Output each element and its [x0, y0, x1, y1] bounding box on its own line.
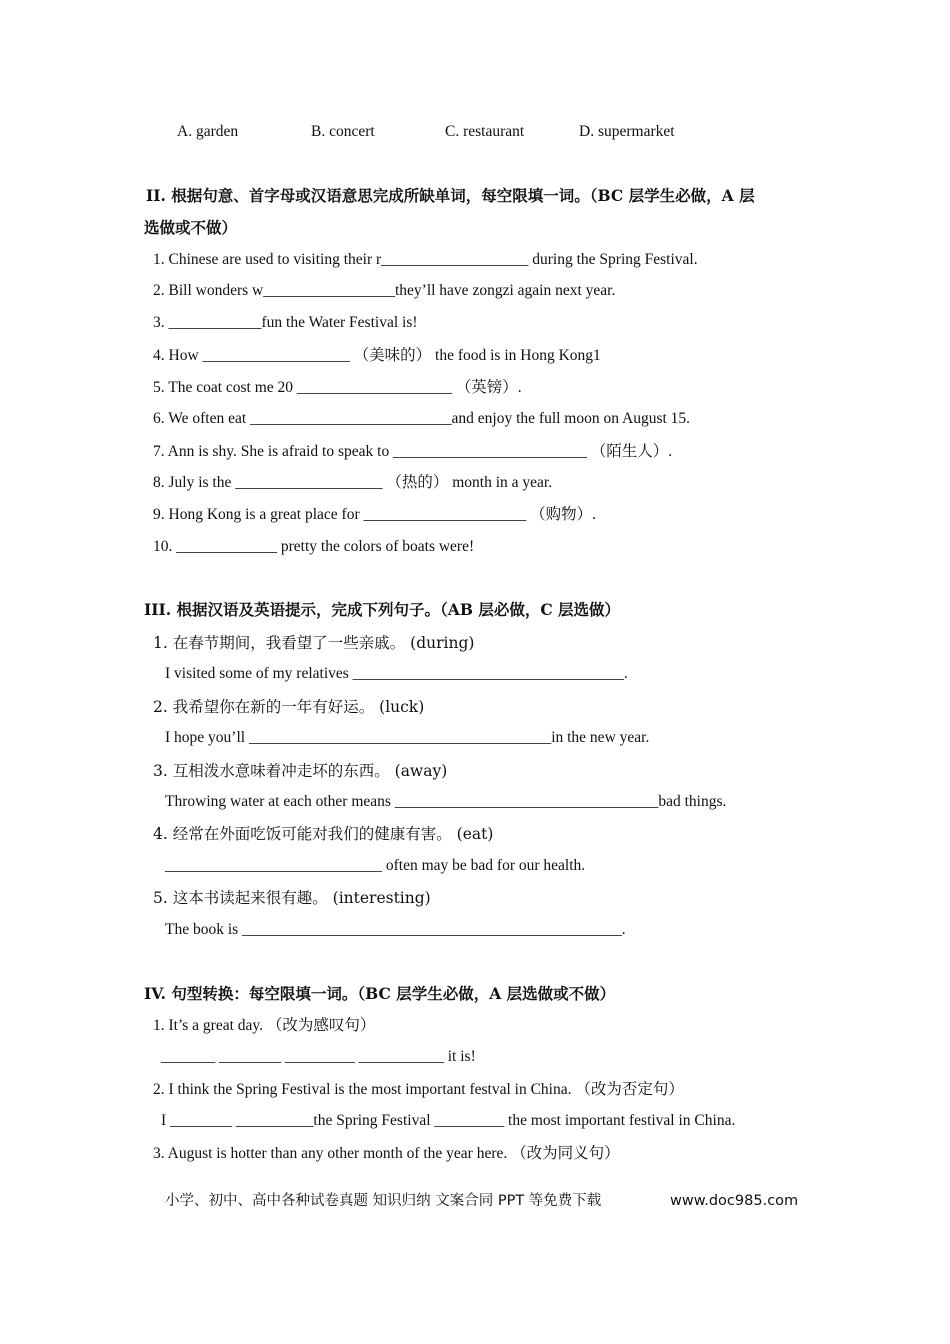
- s3-answer-line: I hope you’ll _______________________________________in the new year.: [165, 729, 650, 746]
- s2-item: 5. The coat cost me 20 ____________________ （英镑）.: [153, 379, 522, 396]
- s2-item: 8. July is the ___________________ （热的） month in a year.: [153, 474, 553, 491]
- s3-prompt: 3. 互相泼水意味着冲走坏的东西。 (away): [153, 762, 448, 780]
- s4-prompt: 2. I think the Spring Festival is the most important festval in China. （改为否定句）: [153, 1081, 684, 1098]
- section-4-heading: IV. 句型转换：每空限填一词。（BC 层学生必做，A 层选做或不做）: [144, 984, 616, 1003]
- s3-answer-line: ____________________________ often may be bad for our health.: [165, 857, 586, 874]
- option-d: D. supermarket: [579, 123, 675, 140]
- footer-text: 小学、初中、高中各种试卷真题 知识归纳 文案合同 PPT 等免费下载: [165, 1193, 602, 1209]
- s3-answer-line: Throwing water at each other means __________________________________bad things.: [165, 793, 727, 810]
- s3-answer-line: The book is _________________________________________________.: [165, 921, 626, 938]
- s3-prompt: 5. 这本书读起来很有趣。 (interesting): [153, 889, 431, 907]
- s4-prompt: 1. It’s a great day. （改为感叹句）: [153, 1017, 376, 1034]
- s4-prompt: 3. August is hotter than any other month of the year here. （改为同义句）: [153, 1145, 620, 1162]
- s3-prompt: 4. 经常在外面吃饭可能对我们的健康有害。 (eat): [153, 825, 494, 843]
- s3-prompt: 2. 我希望你在新的一年有好运。 (luck): [153, 698, 425, 716]
- s2-item: 6. We often eat __________________________and enjoy the full moon on August 15.: [153, 410, 691, 427]
- s3-answer-line: I visited some of my relatives ___________________________________.: [165, 665, 628, 682]
- s2-item: 3. ____________fun the Water Festival is!: [153, 314, 418, 331]
- s2-item: 9. Hong Kong is a great place for _____________________ （购物）.: [153, 506, 596, 523]
- s2-item: 2. Bill wonders w_________________they’ll have zongzi again next year.: [153, 282, 616, 299]
- s2-item: 7. Ann is shy. She is afraid to speak to _________________________ （陌生人）.: [153, 443, 673, 460]
- s4-answer-line: _______ ________ _________ ___________ it is!: [161, 1048, 476, 1065]
- s4-answer-line: I ________ __________the Spring Festival _________ the most important festival in China.: [161, 1112, 736, 1129]
- section-3-heading: III. 根据汉语及英语提示，完成下列句子。（AB 层必做，C 层选做）: [144, 600, 621, 619]
- section-2-heading: II. 根据句意、首字母或汉语意思完成所缺单词，每空限填一词。（BC 层学生必做，A 层: [146, 186, 755, 205]
- s2-item: 4. How ___________________ （美味的） the food is in Hong Kong1: [153, 347, 601, 364]
- option-b: B. concert: [311, 123, 375, 140]
- section-2-heading-cont: 选做或不做）: [144, 218, 238, 237]
- s3-prompt: 1. 在春节期间，我看望了一些亲戚。 (during): [153, 634, 475, 652]
- option-a: A. garden: [177, 123, 239, 140]
- footer-link[interactable]: www.doc985.com: [670, 1193, 799, 1209]
- option-c: C. restaurant: [445, 123, 525, 140]
- s2-item: 10. _____________ pretty the colors of boats were!: [153, 538, 475, 555]
- s2-item: 1. Chinese are used to visiting their r___________________ during the Spring Festival.: [153, 251, 698, 268]
